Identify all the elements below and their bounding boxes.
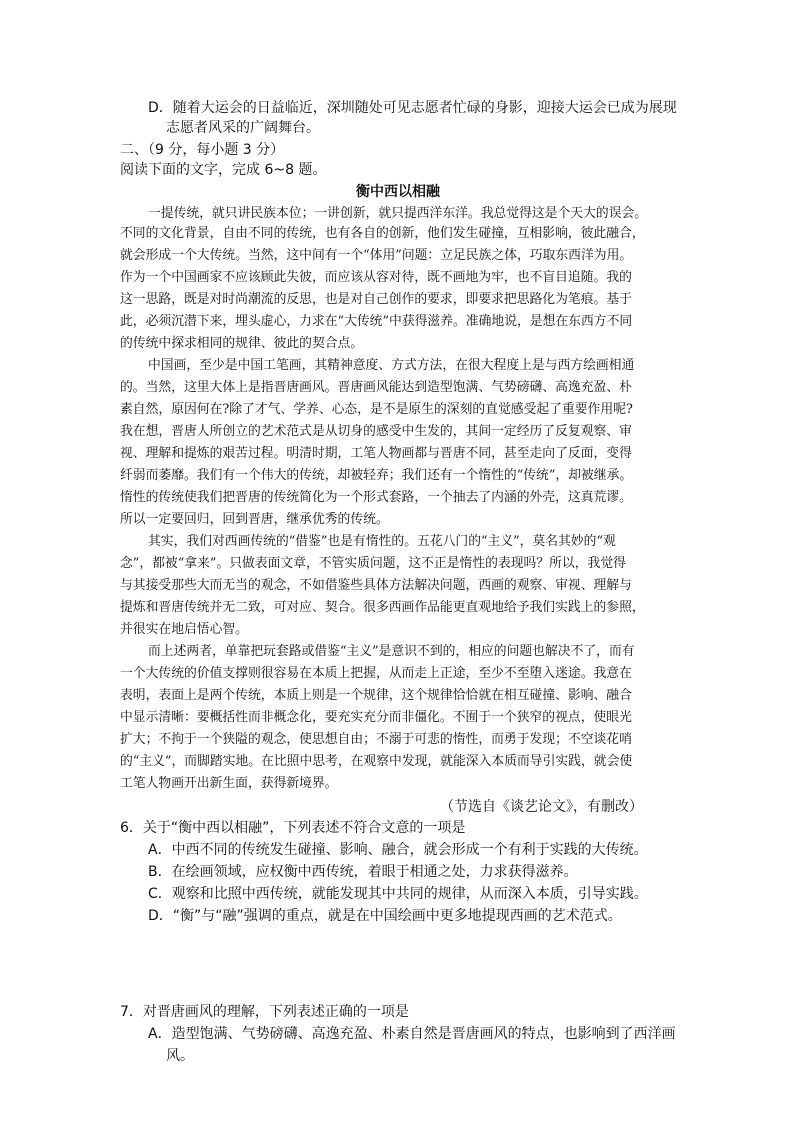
article-line: 所以一定要回归，回到晋唐，继承优秀的传统。 [120,512,389,527]
section-instruction: 阅读下面的文字，完成 6~8 题。 [120,162,327,178]
article-line: 与其接受那些大而无当的观念，不如借鉴些具体方法解决问题，西画的观察、审视、理解与 [120,578,632,593]
article-line: 的“主义”，而脚踏实地。在比照中思考，在观察中发现，就能深入本质而导引实践，就会使 [120,754,633,769]
article-line: 素自然，原因何在?除了才气、学养、心态，是不是原生的深刻的直觉感受起了重要作用呢? [120,402,633,417]
question6-option-a[interactable]: A．中西不同的传统发生碰撞、影响、融合，就会形成一个有利于实践的大传统。 [148,842,648,858]
article-line: 我在想，晋唐人所创立的艺术范式是从切身的感受中生发的，其间一定经历了反复观察、审 [120,424,632,439]
article-source: （节选自《谈艺论文》，有删改） [440,799,643,815]
question6-option-c[interactable]: C．观察和比照中西传统，就能发现其中共同的规律，从而深入本质，引导实践。 [148,886,648,902]
article-line: 纤弱而萎靡。我们有一个伟大的传统，却被轻弃；我们还有一个惰性的“传统”，却被继承。 [120,468,633,483]
question7-option-a-line2[interactable]: 风。 [166,1048,194,1064]
question7-stem: 7．对晋唐画风的理解，下列表述正确的一项是 [120,1004,409,1020]
article-line: 这一思路，既是对时尚潮流的反思，也是对自己创作的要求，即要求把思路化为笔痕。基于 [120,292,632,307]
article-line: 中显示清晰：要概括性而非概念化，要充实充分而非僵化。不囿于一个狭窄的视点，使眼光 [120,710,632,725]
question6-option-d[interactable]: D．“衡”与“融”强调的重点，就是在中国绘画中更多地提现西画的艺术范式。 [148,908,622,924]
article-line: 中国画，至少是中国工笔画，其精神意度、方式方法，在很大程度上是与西方绘画相通 [148,358,635,373]
article-line: 一个大传统的价值支撑则很容易在本质上把握，从而走上正途，至少不至堕入迷途。我意在 [120,666,632,681]
article-line: 的传统中探求相同的规律、彼此的契合点。 [120,336,364,351]
prev-option-d-line1: D．随着大运会的日益临近，深圳随处可见志愿者忙碌的身影，迎接大运会已成为展现 [148,100,677,116]
article-line: 不同的文化背景，自由不同的传统，也有各自的创新，他们发生碰撞，互相影响，彼此融合， [120,226,645,241]
article-line: 此，必须沉潜下来，埋头虚心，力求在“大传统”中获得滋养。准确地说，是想在东西方不同 [120,314,633,329]
article-line: 扩大；不拘于一个狭隘的观念，使思想自由；不溺于可悲的惰性，而勇于发现；不空谈花哨 [120,732,632,747]
article-line: 其实，我们对西画传统的“借鉴”也是有惰性的。五花八门的“主义”，莫名其妙的“观 [148,534,616,549]
question6-stem: 6．关于“衡中西以相融”，下列表述不符合文意的一项是 [120,820,466,836]
prev-option-d-line2: 志愿者风采的广阔舞台。 [166,120,320,136]
article-line: 念”，都被“拿来”。只做表面文章，不管实质问题，这不正是惰性的表现吗？所以，我觉得 [120,556,626,571]
question6-option-b[interactable]: B．在绘画领域，应权衡中西传统，着眼于相通之处，力求获得滋养。 [148,864,578,880]
article-line: 作为一个中国画家不应该顾此失彼，而应该从容对待，既不画地为牢，也不盲目追随。我的 [120,270,632,285]
question7-option-a-line1[interactable]: A．造型饱满、气势磅礴、高逸充盈、朴素自然是晋唐画风的特点，也影响到了西洋画 [148,1026,676,1042]
article-line: 的。当然，这里大体上是指晋唐画风。晋唐画风能达到造型饱满、气势磅礴、高逸充盈、朴 [120,380,632,395]
article-line: 工笔人物画开出新生面，获得新境界。 [120,776,338,791]
article-line: 就会形成一个大传统。当然，这中间有一个“体用”问题：立足民族之体，巧取东西洋为用。 [120,248,633,263]
article-line: 惰性的传统使我们把晋唐的传统简化为一个形式套路，一个抽去了内涵的外壳，这真荒谬。 [120,490,632,505]
article-line: 并很实在地启悟心智。 [120,622,248,637]
article-line: 表明，表面上是两个传统，本质上则是一个规律，这个规律恰恰就在相互碰撞、影响、融合 [120,688,632,703]
article-line: 提炼和晋唐传统并无二致，可对应、契合。很多西画作品能更直观地给予我们实践上的参照， [120,600,645,615]
article-title: 衡中西以相融 [356,184,440,200]
article-line: 而上述两者，单靠把玩套路或借鉴“主义”是意识不到的，相应的问题也解决不了，而有 [148,644,635,659]
article-line: 一提传统，就只讲民族本位；一讲创新，就只提西洋东洋。我总觉得这是个天大的误会。 [148,206,648,221]
section-heading: 二、（9 分，每小题 3 分） [120,142,285,158]
article-line: 视、理解和提炼的艰苦过程。明清时期，工笔人物画都与晋唐不同，甚至走向了反面，变得 [120,446,632,461]
